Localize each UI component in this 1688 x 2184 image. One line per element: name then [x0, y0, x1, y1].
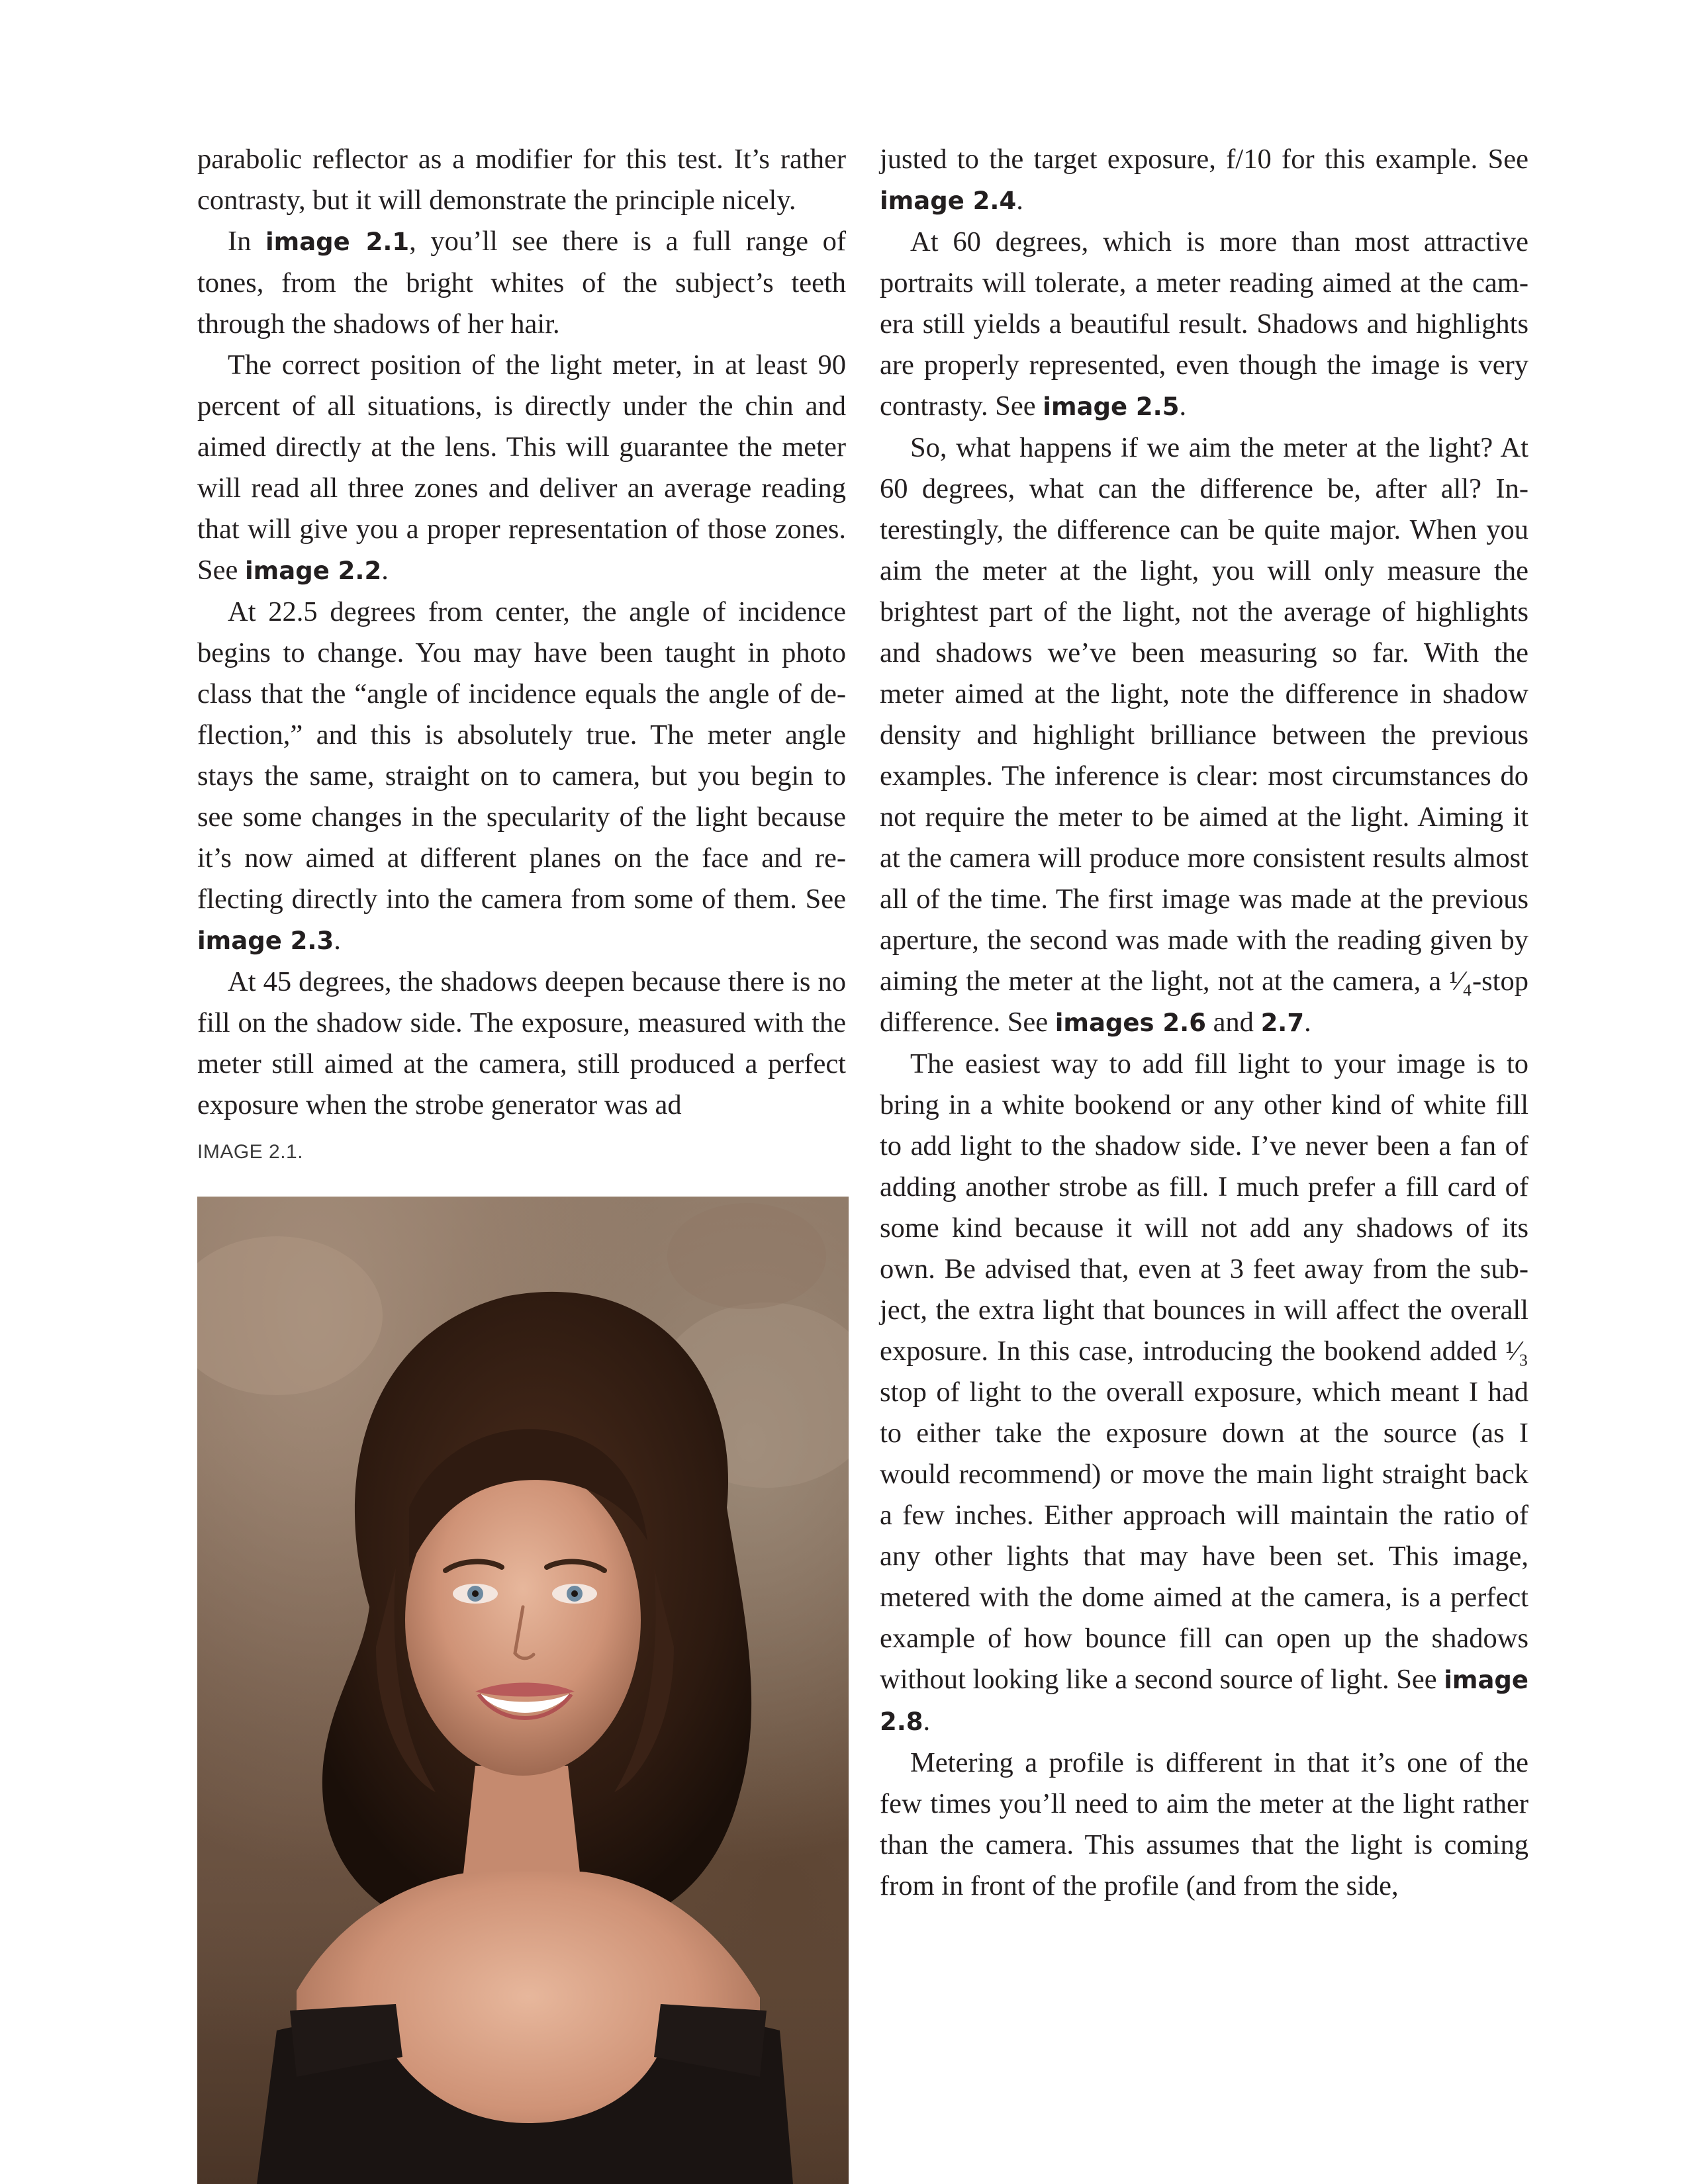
image-reference: image 2.8: [880, 1666, 1528, 1736]
paragraph: At 22.5 degrees from center, the angle of incidence begins to change. You may have been taught in photo class that the “angle of incidence equals the angle of deflection,” and this is absolutely true. The meter angle stays the same, straight on to camera, but you begin to see some changes in the specularity of the light because it’s now aimed at different planes on the face and reflecting directly into the camera from some of them. See image 2.3.: [197, 596, 846, 956]
paragraph: Metering a profile is different in that it’s one of the few times you’ll need to aim the meter at the light rather than the camera. This assumes that the light is coming from in front of the profile (and from the side,: [880, 1747, 1528, 1901]
image-reference: image 2.2: [245, 557, 382, 585]
portrait-photo-icon: [197, 1197, 849, 2184]
paragraph: So, what happens if we aim the meter at the light? At 60 degrees, what can the difference be, after all? Interestingly, the difference can be quite major. When you aim the meter at the light, you will only measure the brightest part of the light, not the average of highlights and shadows we’ve been measuring so far. With the meter aimed at the light, note the difference in shadow density and highlight brilliance between the previous examples. The inference is clear: most circumstances do not require the meter to be aimed at the light. Aiming it at the camera will produce more consistent results almost all of the time. The first image was made at the previous aperture, the second was made with the reading given by aiming the meter at the light, not at the camera, a ¹⁄₄-stop difference. See images 2.6 and 2.7.: [880, 432, 1528, 1038]
image-reference: image 2.5: [1043, 392, 1180, 421]
left-column: [197, 139, 846, 1126]
image-reference: images 2.6: [1055, 1009, 1206, 1037]
paragraph: At 60 degrees, which is more than most attractive portraits will tolerate, a meter reading aimed at the camera still yields a beautiful result. Shadows and highlights are properly represented, even though the image is very contrasty. See image 2.5.: [880, 226, 1528, 422]
image-reference: image 2.1: [265, 228, 410, 256]
paragraph: At 45 degrees, the shadows deepen because there is no fill on the shadow side. The exposure, measured with the meter still aimed at the camera, still produced a perfect exposure when the strobe generator was ad: [197, 966, 846, 1120]
figure-caption: IMAGE 2.1.: [197, 1141, 304, 1163]
paragraph: The correct position of the light meter, in at least 90 percent of all situations, is directly under the chin and aimed directly at the lens. This will guarantee the meter will read all three zones and deliver an average reading that will give you a proper representation of those zones. See image 2.2.: [197, 349, 846, 586]
paragraph: The easiest way to add fill light to your image is to bring in a white bookend or any other kind of white fill to add light to the shadow side. I’ve never been a fan of adding another strobe as fill. I much prefer a fill card of some kind because it will not add any shadows of its own. Be advised that, even at 3 feet away from the subject, the extra light that bounces in will affect the overall exposure. In this case, introducing the bookend added ¹⁄₃ stop of light to the overall exposure, which meant I had to either take the exposure down at the source (as I would recommend) or move the main light straight back a few inches. Either approach will maintain the ratio of any other lights that may have been set. This image, metered with the dome aimed at the camera, is a perfect example of how bounce fill can open up the shadows without looking like a second source of light. See image 2.8.: [880, 1048, 1528, 1737]
image-reference: 2.7: [1260, 1009, 1305, 1037]
paragraph: In image 2.1, you’ll see there is a full range of tones, from the bright whites of the subject’s teeth through the shadows of her hair.: [197, 226, 846, 340]
paragraph: justed to the target exposure, f/10 for this example. See image 2.4.: [880, 144, 1528, 216]
image-reference: image 2.3: [197, 927, 334, 955]
right-column: [880, 139, 1528, 1907]
image-reference: image 2.4: [880, 187, 1017, 215]
paragraph: parabolic reflector as a modifier for this test. It’s rather contrasty, but it will demonstrate the principle nicely.: [197, 144, 846, 216]
portrait-photo: [197, 1197, 849, 2184]
